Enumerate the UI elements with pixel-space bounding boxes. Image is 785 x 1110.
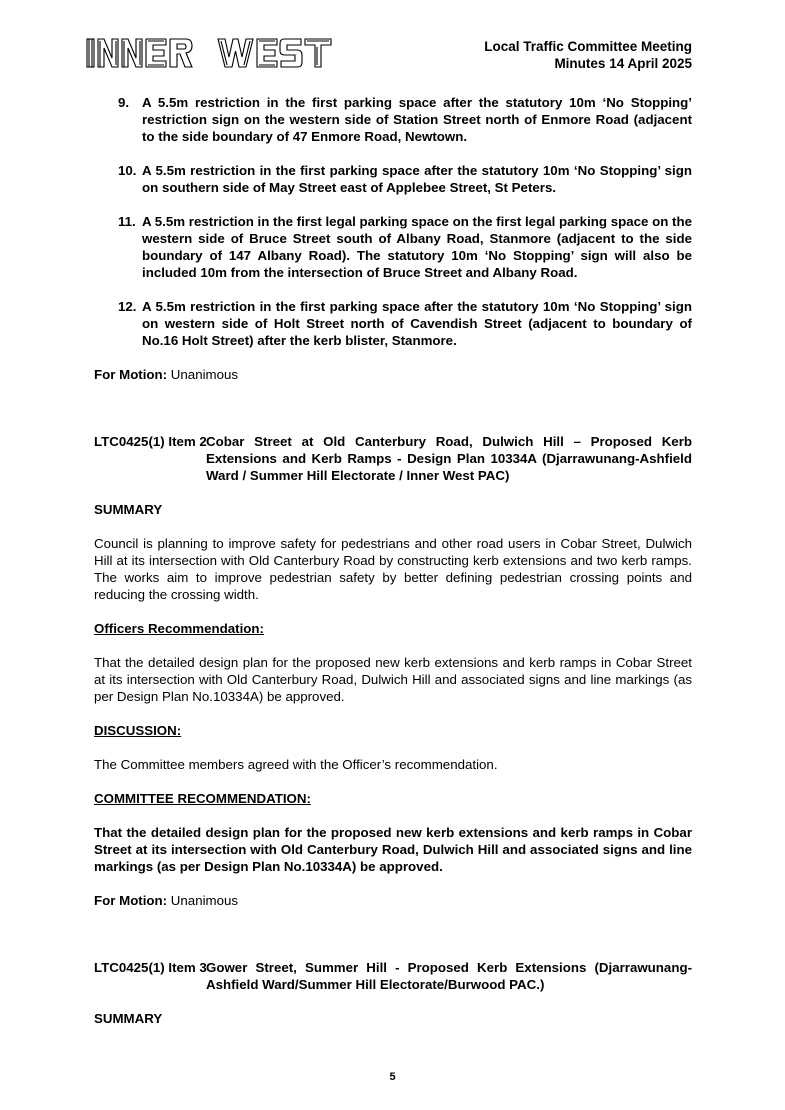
section-heading-committee-recommendation: COMMITTEE RECOMMENDATION: (94, 791, 311, 806)
list-item-text: A 5.5m restriction in the first parking space after the statutory 10m ‘No Stopping’ sign on southern side of May Street east of Applebee Street, St Peters. (142, 163, 692, 195)
page-number: 5 (389, 1071, 396, 1083)
restriction-list (94, 94, 692, 349)
discussion-paragraph: The Committee members agreed with the Officer’s recommendation. (94, 757, 498, 772)
inner-west-logo (86, 36, 336, 70)
agenda-item-title: Gower Street, Summer Hill - Proposed Kerb Extensions (Djarrawunang-Ashfield Ward/Summer Hill Electorate/Burwood PAC.) (206, 960, 692, 992)
agenda-item-code: LTC0425(1) Item 3 (94, 960, 207, 975)
agenda-item-heading (94, 959, 692, 993)
list-item (94, 94, 692, 145)
motion-label: For Motion: (94, 367, 168, 382)
list-item-number: 11. (118, 214, 136, 229)
section-heading-summary: SUMMARY (94, 1011, 163, 1026)
agenda-item-title: Cobar Street at Old Canterbury Road, Dulwich Hill – Proposed Kerb Extensions and Kerb Ramps - Design Plan 10334A (Djarrawunang-Ashfield Ward / Summer Hill Electorate / Inner West PAC) (206, 434, 692, 483)
motion-label: For Motion: (94, 893, 168, 908)
motion-value: Unanimous (167, 893, 239, 908)
header-title (484, 38, 692, 72)
list-item (94, 298, 692, 349)
header-title-line1: Local Traffic Committee Meeting (484, 39, 692, 54)
list-item-text: A 5.5m restriction in the first parking space after the statutory 10m ‘No Stopping’ sign on western side of Holt Street north of Cavendish Street (adjacent to boundary of No.16 Holt Street) after the kerb blister, Stanmore. (142, 299, 692, 348)
list-item (94, 162, 692, 196)
list-item-number: 9. (118, 95, 130, 110)
list-item-number: 10. (118, 163, 137, 178)
section-heading-summary: SUMMARY (94, 502, 163, 517)
list-item-text: A 5.5m restriction in the first parking space after the statutory 10m ‘No Stopping’ restriction sign on the western side of Station Street north of Enmore Road (adjacent to the side boundary of 47 Enmore Road, Newtown. (142, 95, 692, 144)
motion-value: Unanimous (167, 367, 239, 382)
list-item-text: A 5.5m restriction in the first legal parking space on the first legal parking space on the western side of Bruce Street south of Albany Road, Stanmore (adjacent to the side boundary of 147 Albany Road). The statutory 10m ‘No Stopping’ sign will also be included 10m from the intersection of Bruce Street and Albany Road. (142, 214, 692, 280)
section-heading-officers-recommendation: Officers Recommendation: (94, 621, 264, 636)
motion-result (94, 892, 692, 909)
list-item (94, 213, 692, 281)
committee-recommendation-paragraph: That the detailed design plan for the proposed new kerb extensions and kerb ramps in Cobar Street at its intersection with Old Canterbury Road, Dulwich Hill and associated signs and line markings (as per Design Plan No.10334A) be approved. (94, 825, 692, 874)
summary-paragraph: Council is planning to improve safety for pedestrians and other road users in Cobar Street, Dulwich Hill at its intersection with Old Canterbury Road by constructing kerb extensions and two kerb ramps. The works aim to improve pedestrian safety by better defining pedestrian crossing points and reducing the crossing width. (94, 536, 692, 602)
section-heading-discussion: DISCUSSION: (94, 723, 182, 738)
motion-result (94, 366, 692, 383)
document-body (94, 94, 692, 1044)
list-item-number: 12. (118, 299, 137, 314)
agenda-item-heading (94, 433, 692, 484)
header-title-line2: Minutes 14 April 2025 (554, 56, 692, 71)
agenda-item-code: LTC0425(1) Item 2 (94, 434, 207, 449)
officers-recommendation-paragraph: That the detailed design plan for the proposed new kerb extensions and kerb ramps in Cobar Street at its intersection with Old Canterbury Road, Dulwich Hill and associated signs and line markings (as per Design Plan No.10334A) be approved. (94, 655, 692, 704)
